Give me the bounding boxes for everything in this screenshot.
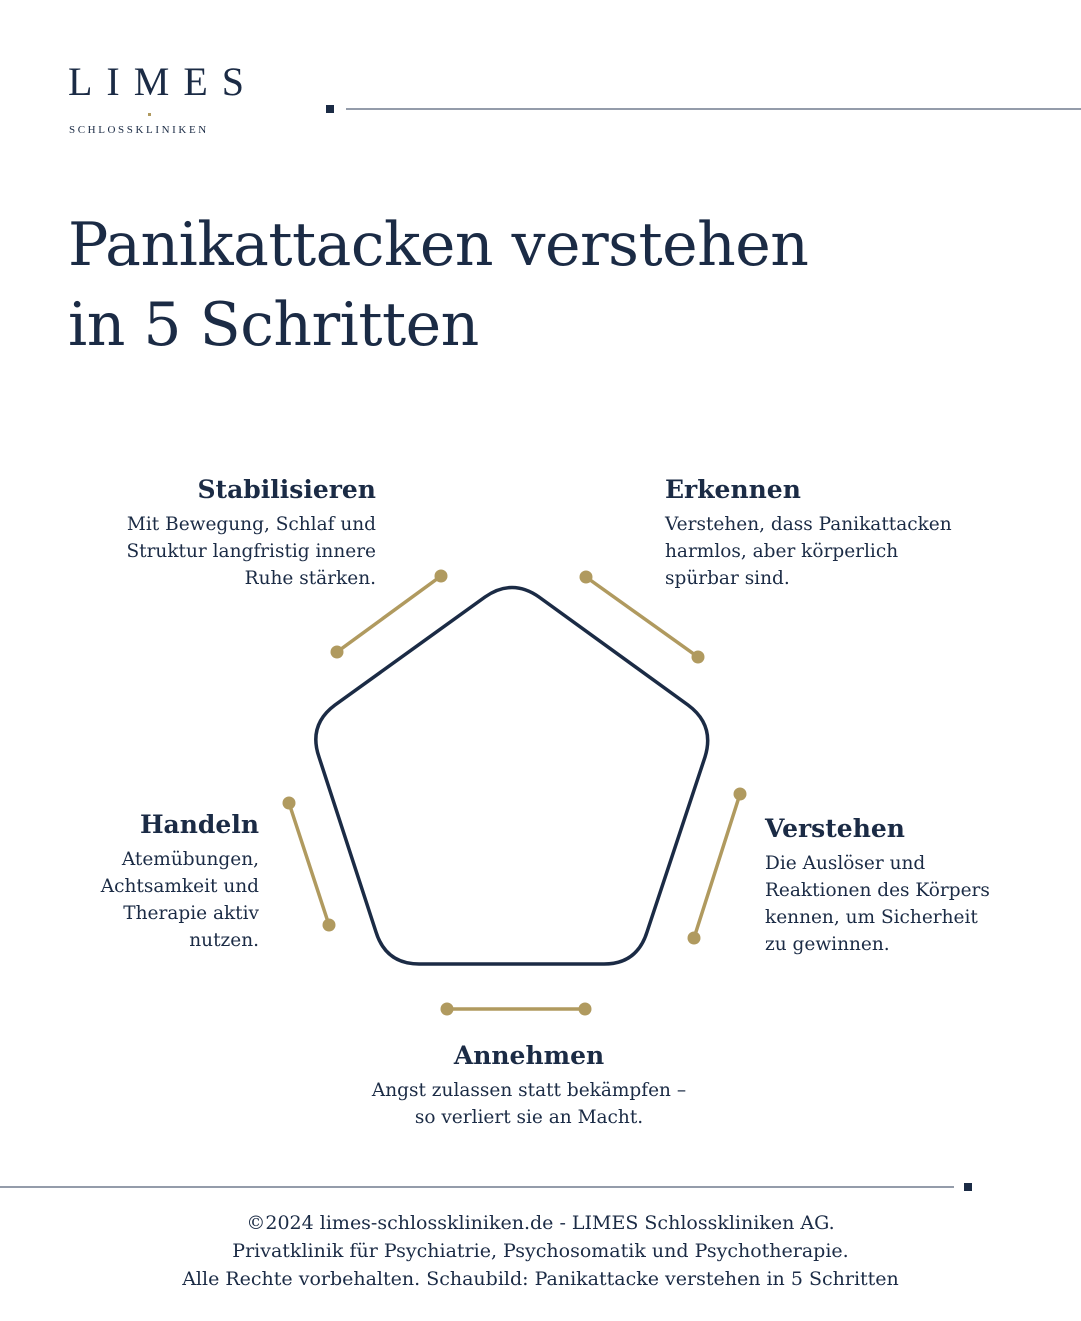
step-verstehen bbox=[765, 812, 990, 958]
step-description-line: spürbar sind. bbox=[665, 568, 790, 589]
footer-clinic-description: Privatklinik für Psychiatrie, Psychosomatik und Psychotherapie. bbox=[232, 1240, 849, 1262]
connector-annehmen bbox=[441, 1003, 592, 1016]
pentagon-shape bbox=[316, 588, 708, 965]
step-title: Annehmen bbox=[453, 1041, 605, 1070]
top-rule-marker bbox=[326, 105, 334, 113]
step-description-line: Mit Bewegung, Schlaf und bbox=[126, 514, 376, 535]
step-description bbox=[665, 511, 952, 592]
step-description-line: Struktur langfristig innere bbox=[126, 541, 376, 562]
step-title: Stabilisieren bbox=[197, 475, 376, 504]
step-description-line: nutzen. bbox=[189, 930, 259, 951]
step-description bbox=[126, 511, 376, 592]
step-description-line: so verliert sie an Macht. bbox=[414, 1107, 644, 1128]
page-title-line-2: in 5 Schritten bbox=[68, 290, 479, 360]
connector-verstehen bbox=[688, 788, 747, 945]
brand-logo-subtitle: SCHLOSSKLINIKEN bbox=[69, 124, 209, 136]
footer bbox=[0, 1209, 1081, 1293]
step-description-line: Atemübungen, bbox=[121, 849, 259, 870]
brand-logo-wordmark: LIMES bbox=[68, 59, 258, 104]
step-description-line: Verstehen, dass Panikattacken bbox=[665, 514, 952, 535]
step-description-line: Angst zulassen statt bekämpfen – bbox=[371, 1080, 687, 1101]
footer-copyright: ©2024 limes-schlosskliniken.de - LIMES Schlosskliniken AG. bbox=[246, 1212, 835, 1234]
step-description-line: kennen, um Sicherheit bbox=[765, 907, 978, 928]
step-description bbox=[765, 850, 990, 958]
footer-rights: Alle Rechte vorbehalten. Schaubild: Panikattacke verstehen in 5 Schritten bbox=[182, 1268, 899, 1290]
step-annehmen bbox=[300, 1039, 758, 1131]
step-title: Erkennen bbox=[665, 475, 801, 504]
step-title: Verstehen bbox=[765, 814, 905, 843]
bottom-rule-marker bbox=[964, 1183, 972, 1191]
step-description bbox=[300, 1077, 758, 1131]
step-erkennen bbox=[665, 473, 952, 592]
step-title: Handeln bbox=[139, 810, 259, 839]
step-description bbox=[101, 846, 259, 954]
step-description-line: Therapie aktiv bbox=[123, 903, 259, 924]
page-title-line-1: Panikattacken verstehen bbox=[68, 210, 809, 280]
step-description-line: Die Auslöser und bbox=[765, 853, 926, 874]
step-description-line: Achtsamkeit und bbox=[100, 876, 259, 897]
connector-handeln bbox=[283, 797, 336, 932]
step-stabilisieren bbox=[126, 473, 376, 592]
step-description-line: harmlos, aber körperlich bbox=[665, 541, 899, 562]
step-description-line: Reaktionen des Körpers bbox=[765, 880, 990, 901]
step-handeln bbox=[101, 808, 259, 954]
step-description-line: zu gewinnen. bbox=[765, 934, 890, 955]
step-description-line: Ruhe stärken. bbox=[244, 568, 376, 589]
